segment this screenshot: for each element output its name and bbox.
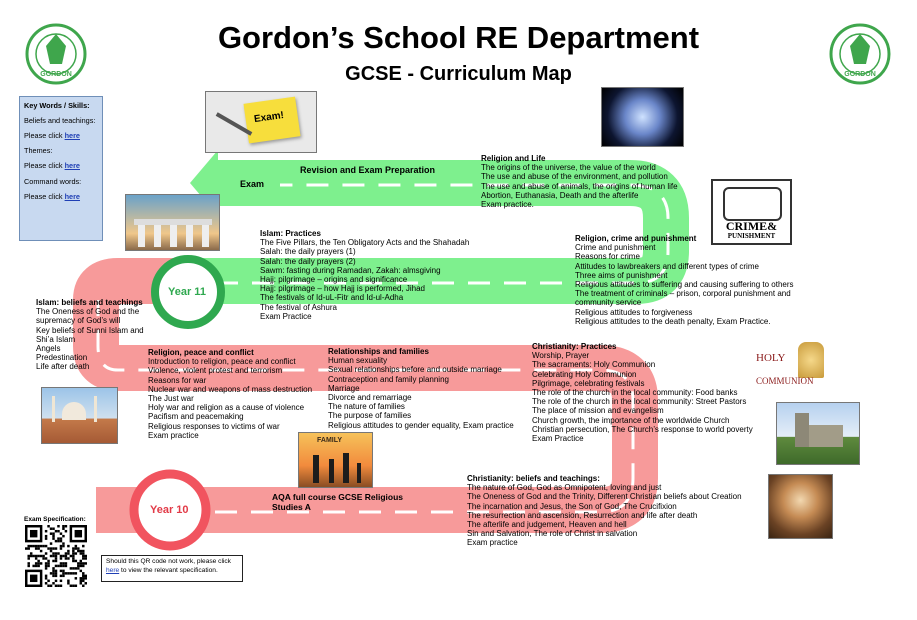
topic-line: Abortion, Euthanasia, Death and the afterlife <box>481 190 639 200</box>
topic-line: Salah: the daily prayers (1) <box>260 247 356 257</box>
topic-line: The incarnation and Jesus, the Son of God, The Crucifixion <box>467 501 677 511</box>
topic-heading: Religion, peace and conflict <box>148 348 254 357</box>
crime-title: CRIME& <box>725 219 778 233</box>
topic-line: Key beliefs of Sunni Islam and <box>36 325 144 335</box>
topic-line: Attitudes to lawbreakers and different types of crime <box>575 261 759 271</box>
command-label: Command words: <box>24 176 82 186</box>
start-label <box>272 492 403 512</box>
themes-label: Themes: <box>24 146 53 156</box>
topic-line: The role of the church in the local community: Food banks <box>532 388 738 398</box>
topic-line: Religious attitudes to the death penalty, Exam Practice. <box>575 316 771 326</box>
topic-religion-life <box>481 154 678 209</box>
revision-label: Revision and Exam Preparation <box>300 165 436 175</box>
topic-line: Nuclear war and weapons of mass destruction <box>148 384 313 394</box>
topic-heading: Islam: beliefs and teachings <box>36 298 143 307</box>
topic-heading: Christianity: beliefs and teachings: <box>467 474 600 483</box>
topic-line: The use and abuse of animals, the origins of human life <box>481 181 678 191</box>
topic-line: Exam Practice <box>260 311 312 321</box>
topic-line: Salah: the daily prayers (2) <box>260 256 356 266</box>
page-title: Gordon’s School RE Department <box>217 20 700 55</box>
topic-line: The resurrection and ascension, Resurrection and life after death <box>467 510 698 520</box>
page-subtitle: GCSE - Curriculum Map <box>345 63 572 85</box>
topic-line: The origins of the universe, the value of the world <box>481 163 656 173</box>
start-label-line1: AQA full course GCSE Religious <box>272 492 403 502</box>
topic-line: The sacraments: Holy Communion <box>532 360 656 370</box>
topic-line: Church growth, the importance of the worldwide Church <box>532 415 730 425</box>
exam-label: Exam <box>240 179 265 189</box>
topic-line: Shi’a Islam <box>36 334 76 344</box>
topic-line: Reasons for war <box>148 375 207 385</box>
topic-islam-beliefs <box>36 298 144 372</box>
topic-line: Sin and Salvation, The role of Christ in salvation <box>467 529 638 539</box>
topic-line: Hajj: pilgrimage – origins and significance <box>260 275 408 285</box>
beliefs-label: Beliefs and teachings: <box>24 116 96 126</box>
topic-line: Human sexuality <box>328 356 388 366</box>
topic-line: The nature of God, God as Omnipotent, loving and just <box>467 483 662 493</box>
topic-line: Exam practice. <box>481 200 534 210</box>
topic-line: The role of the church in the local community: Street Pastors <box>532 397 747 407</box>
holy-title-2: COMMUNION <box>756 376 814 386</box>
topic-line: The festival of Ashura <box>260 302 337 312</box>
beliefs-link[interactable]: here <box>64 131 80 141</box>
family-label: FAMILY <box>317 437 343 444</box>
svg-text:GORDON: GORDON <box>844 71 876 78</box>
topic-line: Holy war and religion as a cause of violence <box>148 403 305 413</box>
topic-heading: Islam: Practices <box>260 229 321 238</box>
mosque-image <box>41 387 118 444</box>
holy-title-1: HOLY <box>756 352 786 364</box>
exam-note-text: Exam! <box>253 109 285 126</box>
topic-line: Predestination <box>36 353 88 363</box>
qr-note-after: to view the relevant specification. <box>119 566 218 574</box>
command-link-text: Please click <box>24 191 65 201</box>
topic-heading: Relationships and families <box>328 347 429 356</box>
family-image <box>298 432 373 488</box>
topic-line: The Oneness of God and the Trinity, Different Christian beliefs about Creation <box>467 492 742 502</box>
topic-line: Angels <box>36 344 61 354</box>
topic-line: Violence, violent protest and terrorism <box>148 366 283 376</box>
topic-heading: Religion, crime and punishment <box>575 234 697 243</box>
beliefs-link-text: Please click <box>24 131 65 141</box>
pillars-image <box>125 194 220 251</box>
holy-communion-image <box>754 340 829 394</box>
topic-line: The treatment of criminals – prison, corporal punishment and <box>575 289 791 299</box>
topic-line: community service <box>575 298 642 308</box>
topic-peace-conflict <box>148 348 312 440</box>
topic-line: Introduction to religion, peace and conflict <box>148 357 296 367</box>
topic-crime <box>575 234 794 326</box>
jesus-image <box>768 474 833 539</box>
topic-line: The purpose of families <box>328 411 412 421</box>
qr-note <box>101 555 243 582</box>
topic-line: Exam practice <box>467 538 518 548</box>
topic-line: Worship, Prayer <box>532 351 590 361</box>
command-link[interactable]: here <box>64 191 80 201</box>
key-words-box <box>19 96 103 241</box>
svg-text:GORDON: GORDON <box>40 71 72 78</box>
start-label-line2: Studies A <box>272 502 311 512</box>
church-image <box>776 402 860 465</box>
topic-line: The Oneness of God and the <box>36 307 140 317</box>
topic-line: The Five Pillars, the Ten Obligatory Acts and the Shahadah <box>260 238 470 248</box>
topic-line: Divorce and remarriage <box>328 393 412 403</box>
topic-line: Celebrating Holy Communion <box>532 369 637 379</box>
topic-line: Reasons for crime <box>575 252 640 262</box>
topic-line: Pacifism and peacemaking <box>148 412 244 422</box>
topic-line: Exam Practice <box>532 434 584 444</box>
topic-line: Hajj: pilgrimage – how Hajj is performed, Jihad <box>260 284 425 294</box>
qr-code[interactable] <box>25 525 87 587</box>
topic-heading: Christianity: Practices <box>532 342 617 351</box>
topic-line: The place of mission and evangelism <box>532 406 664 416</box>
topic-line: The afterlife and judgement, Heaven and hell <box>467 520 627 530</box>
spec-link[interactable]: here <box>106 566 120 574</box>
topic-line: Crime and punishment <box>575 243 656 253</box>
topic-line: Religious attitudes to gender equality, Exam practice <box>328 420 514 430</box>
topic-islam-practices <box>260 229 469 321</box>
year11-label: Year 11 <box>168 286 206 298</box>
topic-line: Sawm: fasting during Ramadan, Zakah: almsgiving <box>260 265 441 275</box>
topic-line: Religious attitudes to forgiveness <box>575 307 693 317</box>
crime-subtitle: PUNISHMENT <box>727 232 776 240</box>
qr-note-text: Should this QR code not work, please click <box>106 558 231 565</box>
key-words-heading: Key Words / Skills: <box>24 101 90 110</box>
exam-spec-label: Exam Specification: <box>24 516 86 523</box>
topic-christianity-practices <box>532 342 753 443</box>
topic-line: Religious attitudes to suffering and causing suffering to others <box>575 280 794 290</box>
topic-line: The nature of families <box>328 402 405 412</box>
topic-line: Sexual relationships before and outside marriage <box>328 365 502 375</box>
topic-line: Religious responses to victims of war <box>148 421 280 431</box>
topic-line: The festivals of Id-uL-Fitr and Id-ul-Adha <box>260 293 404 303</box>
topic-christianity-beliefs <box>467 474 742 548</box>
topic-line: Three aims of punishment <box>575 270 668 280</box>
exam-note-image <box>205 91 317 153</box>
topic-line: supremacy of God’s will <box>36 316 121 326</box>
themes-link[interactable]: here <box>64 161 80 171</box>
topic-line: Pilgrimage, celebrating festivals <box>532 378 645 388</box>
themes-link-text: Please click <box>24 161 65 171</box>
topic-line: Life after death <box>36 362 90 372</box>
topic-line: Exam practice <box>148 430 199 440</box>
topic-line: Contraception and family planning <box>328 374 449 384</box>
topic-line: Christian persecution, The Church’s response to world poverty <box>532 424 753 434</box>
topic-line: The use and abuse of the environment, and pollution <box>481 172 668 182</box>
globe-image <box>601 87 684 147</box>
topic-line: The Just war <box>148 394 194 404</box>
year10-label: Year 10 <box>150 504 189 516</box>
topic-line: Marriage <box>328 383 360 393</box>
topic-relationships <box>328 347 514 430</box>
topic-heading: Religion and Life <box>481 154 546 163</box>
